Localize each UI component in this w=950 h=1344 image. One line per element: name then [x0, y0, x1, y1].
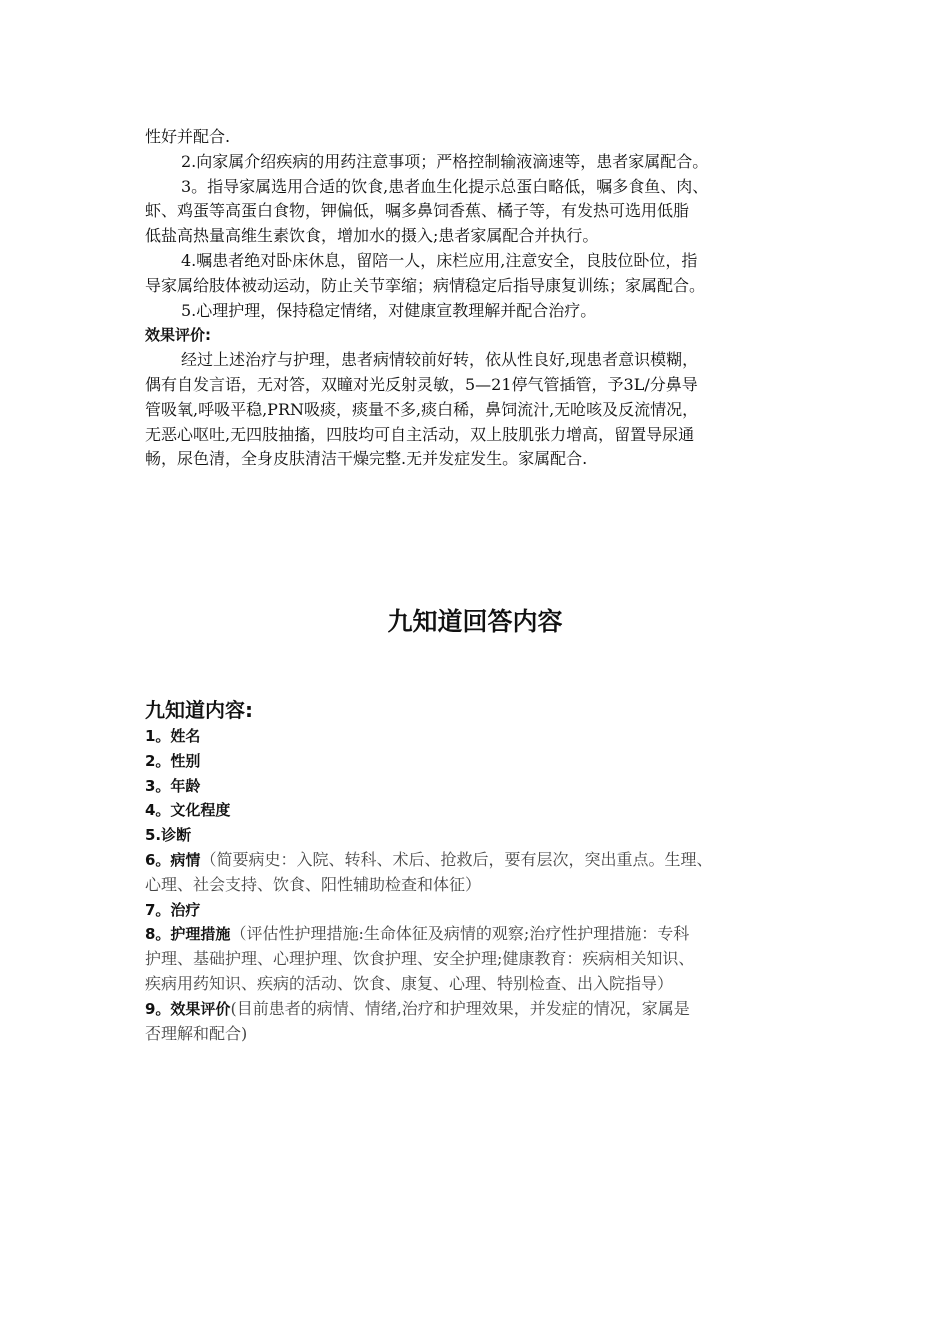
item-key: 5.诊断 — [145, 826, 192, 845]
list-item-cont — [145, 873, 815, 898]
nine-know-list — [145, 696, 815, 1046]
text-line: 2.向家属介绍疾病的用药注意事项；严格控制输液滴速等，患者家属配合。 — [181, 151, 709, 171]
upper-text-block — [145, 125, 815, 472]
text-line: 虾、鸡蛋等高蛋白食物，钾偏低，嘱多鼻饲香蕉、橘子等，有发热可选用低脂 — [145, 201, 690, 221]
list-item-cont — [145, 947, 815, 972]
item-key: 3。年龄 — [145, 776, 201, 795]
list-heading: 九知道内容: — [145, 698, 253, 722]
item-desc: （简要病史：入院、转科、术后、抢救后，要有层次，突出重点。生理、 — [200, 849, 713, 869]
effect-line: 管吸氧,呼吸平稳,PRN吸痰，痰量不多,痰白稀，鼻饲流汁,无呛咳及反流情况， — [145, 399, 699, 419]
item-desc: （评估性护理措施:生命体征及病情的观察;治疗性护理措施：专科 — [230, 924, 690, 944]
list-item — [145, 798, 815, 823]
item-key: 2。性别 — [145, 751, 201, 770]
text-line: 导家属给肢体被动运动，防止关节挛缩；病情稳定后指导康复训练；家属配合。 — [145, 275, 706, 295]
item-key: 9。效果评价 — [145, 999, 231, 1018]
item-key: 1。姓名 — [145, 727, 201, 745]
list-item — [145, 724, 815, 749]
effect-line: 偶有自发言语，无对答，双瞳对光反射灵敏，5—21停气管插管，予3L/分鼻导 — [145, 374, 698, 394]
item-desc: 否理解和配合) — [145, 1023, 248, 1043]
item-desc: 疾病用药知识、疾病的活动、饮食、康复、心理、特别检查、出入院指导） — [145, 973, 674, 993]
effect-heading: 效果评价: — [145, 326, 211, 345]
item-key: 7。治疗 — [145, 900, 201, 919]
text-line: 5.心理护理，保持稳定情绪，对健康宣教理解并配合治疗。 — [181, 300, 597, 320]
text-line: 性好并配合. — [145, 127, 231, 146]
text-line: 4.嘱患者绝对卧床休息，留陪一人，床栏应用,注意安全，良肢位卧位，指 — [181, 250, 698, 270]
text-line: 3。指导家属选用合适的饮食,患者血生化提示总蛋白略低，嘱多食鱼、肉、 — [181, 176, 709, 196]
list-item — [145, 922, 815, 947]
list-item — [145, 898, 815, 923]
list-item — [145, 823, 815, 848]
item-desc: 护理、基础护理、心理护理、饮食护理、安全护理;健康教育：疾病相关知识、 — [145, 949, 695, 969]
effect-line: 经过上述治疗与护理，患者病情较前好转，依从性良好,现患者意识模糊， — [181, 350, 699, 370]
item-key: 8。护理措施 — [145, 925, 231, 944]
item-key: 4。文化程度 — [145, 801, 231, 820]
item-desc: (目前患者的病情、情绪,治疗和护理效果，并发症的情况，家属是 — [230, 998, 690, 1018]
effect-line: 畅，尿色清，全身皮肤清洁干燥完整.无并发症发生。家属配合. — [145, 449, 588, 469]
list-item — [145, 749, 815, 774]
effect-line: 无恶心呕吐,无四肢抽搐，四肢均可自主活动，双上肢肌张力增高，留置导尿通 — [145, 424, 695, 444]
list-item — [145, 848, 815, 873]
section-title: 九知道回答内容 — [387, 607, 563, 636]
item-key: 6。病情 — [145, 850, 201, 869]
list-item — [145, 997, 815, 1022]
list-item-cont — [145, 972, 815, 997]
item-desc: 心理、社会支持、饮食、阳性辅助检查和体征） — [145, 874, 482, 894]
list-item-cont — [145, 1022, 815, 1047]
text-line: 低盐高热量高维生素饮食，增加水的摄入;患者家属配合并执行。 — [145, 226, 599, 246]
list-item — [145, 774, 815, 799]
